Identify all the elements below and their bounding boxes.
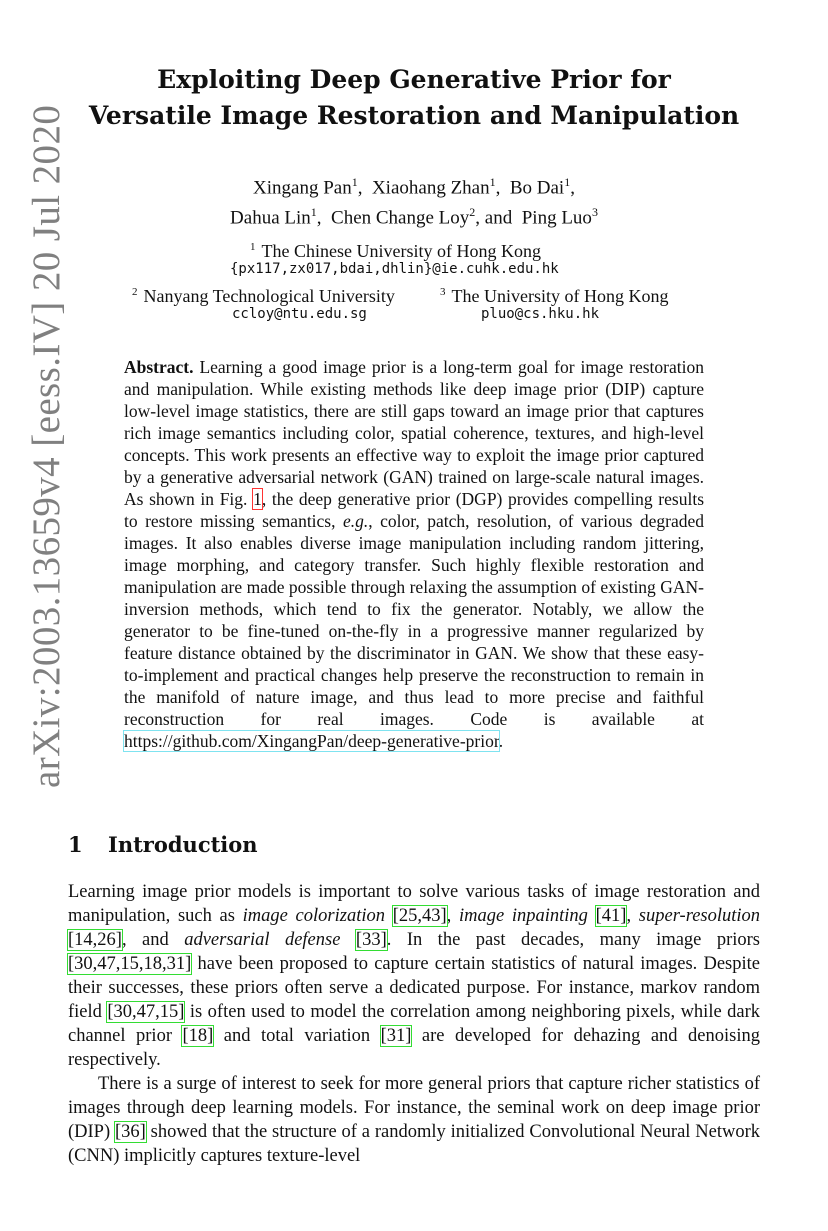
affiliation-2-name: Nanyang Technological University (143, 286, 395, 306)
author-name: Xingang Pan (253, 177, 352, 199)
section-title: Introduction (108, 832, 258, 857)
citation-link[interactable]: [18] (182, 1026, 214, 1046)
emphasis-text: image inpainting (458, 906, 588, 926)
section-number: 1 (68, 832, 83, 857)
abstract-text: . (498, 731, 504, 751)
affiliation-1-name: The Chinese University of Hong Kong (261, 241, 541, 261)
author-list (60, 170, 768, 231)
paragraph-text: , (446, 906, 459, 926)
paragraph-text: showed that the structure of a randomly initialized Convolutional Neural Network (CNN) implicitly captures texture-level (68, 1122, 760, 1166)
author-name: Bo Dai (509, 177, 565, 199)
emphasis-text: super-resolution (638, 906, 761, 926)
author-affiliation-mark: 1 (564, 175, 571, 189)
paragraph-text: , (626, 906, 639, 926)
paragraph-text: is often used to model the correlation among neighboring pixels, while dark channel prior (68, 1002, 760, 1046)
intro-paragraph-2 (68, 1072, 760, 1168)
paragraph-text: . In the past decades, many image priors (386, 930, 760, 950)
author-name: Ping Luo (521, 207, 592, 229)
figure-reference-link[interactable]: 1 (253, 489, 262, 509)
title-line-1: Exploiting Deep Generative Prior for (157, 65, 671, 94)
author-affiliation-mark: 1 (351, 175, 358, 189)
emphasis-text: adversarial defense (184, 930, 341, 950)
author-affiliation-mark: 3 (591, 205, 598, 220)
author-name: Xiaohang Zhan (371, 177, 490, 199)
citation-link[interactable]: [36] (114, 1122, 146, 1142)
abstract-text: , color, patch, resolution, of various degraded images. It also enables diverse image manipulation including random jittering, image morphing, and category transfer. Such highly flexible restoration and manipulation are made possible through relaxing the assumption of existing GAN-inversion methods, which tend to fix the generator. Notably, we allow the generator to be fine-tuned on-the-fly in a progressive manner regularized by feature distance obtained by the discriminator in GAN. We show that these easy-to-implement and practical changes help preserve the reconstruction to remain in the manifold of nature image, and thus lead to more precise and faithful reconstruction for real images. Code is available at (124, 511, 704, 729)
author-name: Dahua Lin (230, 207, 311, 229)
code-repository-link[interactable]: https://github.com/XingangPan/deep-generative-prior (124, 731, 499, 751)
author-affiliation-mark: 1 (310, 205, 317, 220)
affiliation-3-name: The University of Hong Kong (451, 286, 669, 306)
citation-link[interactable]: [25,43] (392, 906, 447, 926)
abstract-text: , the deep generative prior (DGP) provides compelling results to restore missing semantics, (124, 489, 704, 531)
abstract (124, 356, 704, 752)
introduction-body (68, 880, 760, 1168)
citation-link[interactable]: [30,47,15,18,31] (68, 954, 192, 974)
affiliation-1-email: {px117,zx017,bdai,dhlin}@ie.cuhk.edu.hk (230, 261, 559, 277)
authors-line-2: Dahua Lin$^1$, Chen Change Loy$^2$, and Ping Luo$^3$ (230, 205, 598, 229)
title-line-2: Versatile Image Restoration and Manipulation (88, 101, 740, 130)
author-affiliation-mark: 2 (469, 205, 476, 220)
citation-link[interactable]: [33] (355, 930, 387, 950)
arxiv-identifier-stamp: arXiv:2003.13659v4 [eess.IV] 20 Jul 2020 (25, 104, 68, 788)
citation-link[interactable]: [14,26] (68, 930, 122, 950)
abstract-eg: e.g. (342, 511, 369, 531)
affiliation-2-email: ccloy@ntu.edu.sg (232, 306, 367, 322)
paragraph-text: and total variation (213, 1026, 381, 1046)
paragraph-text: are developed for dehazing and denoising respectively. (68, 1026, 760, 1070)
emphasis-text: image colorization (242, 906, 385, 926)
citation-link[interactable]: [41] (595, 906, 627, 926)
paragraph-text: There is a surge of interest to seek for more general priors that capture richer statistics of images through deep learning models. For instance, the seminal work on deep image prior (DIP) (68, 1074, 760, 1142)
affiliation-3-email: pluo@cs.hku.hk (481, 306, 600, 322)
citation-link[interactable]: [30,47,15] (107, 1002, 185, 1022)
intro-paragraph-1 (68, 880, 760, 1072)
abstract-text: Learning a good image prior is a long-term goal for image restoration and manipulation. While existing methods like deep image prior (DIP) capture low-level image statistics, there are still gaps toward an image prior that captures rich image semantics including color, spatial coherence, textures, and high-level concepts. This work presents an effective way to exploit the image prior captured by a generative adversarial network (GAN) trained on large-scale natural images. As shown in Fig. (124, 357, 704, 509)
authors-line-1: Xingang Pan$^1$, Xiaohang Zhan$^1$, Bo Dai$^1$, (253, 175, 575, 199)
paragraph-text: Learning image prior models is important to solve various tasks of image restoration and manipulation, such as (68, 882, 760, 926)
affiliation-2-mark: 2 (132, 286, 138, 298)
author-name: Chen Change Loy (331, 207, 470, 229)
paper-title (60, 62, 768, 134)
paragraph-text: have been proposed to capture certain statistics of natural images. Despite their successes, these priors often serve a dedicated purpose. For instance, markov random field (68, 954, 760, 1022)
affiliation-3-mark: 3 (440, 286, 446, 298)
citation-link[interactable]: [31] (380, 1026, 412, 1046)
abstract-label: Abstract. (124, 357, 194, 377)
affiliation-1-mark: 1 (250, 241, 256, 253)
author-affiliation-mark: 1 (489, 175, 496, 189)
paragraph-text: , and (121, 930, 185, 950)
author-conjunction: and (484, 207, 513, 229)
section-heading-introduction (68, 832, 258, 857)
